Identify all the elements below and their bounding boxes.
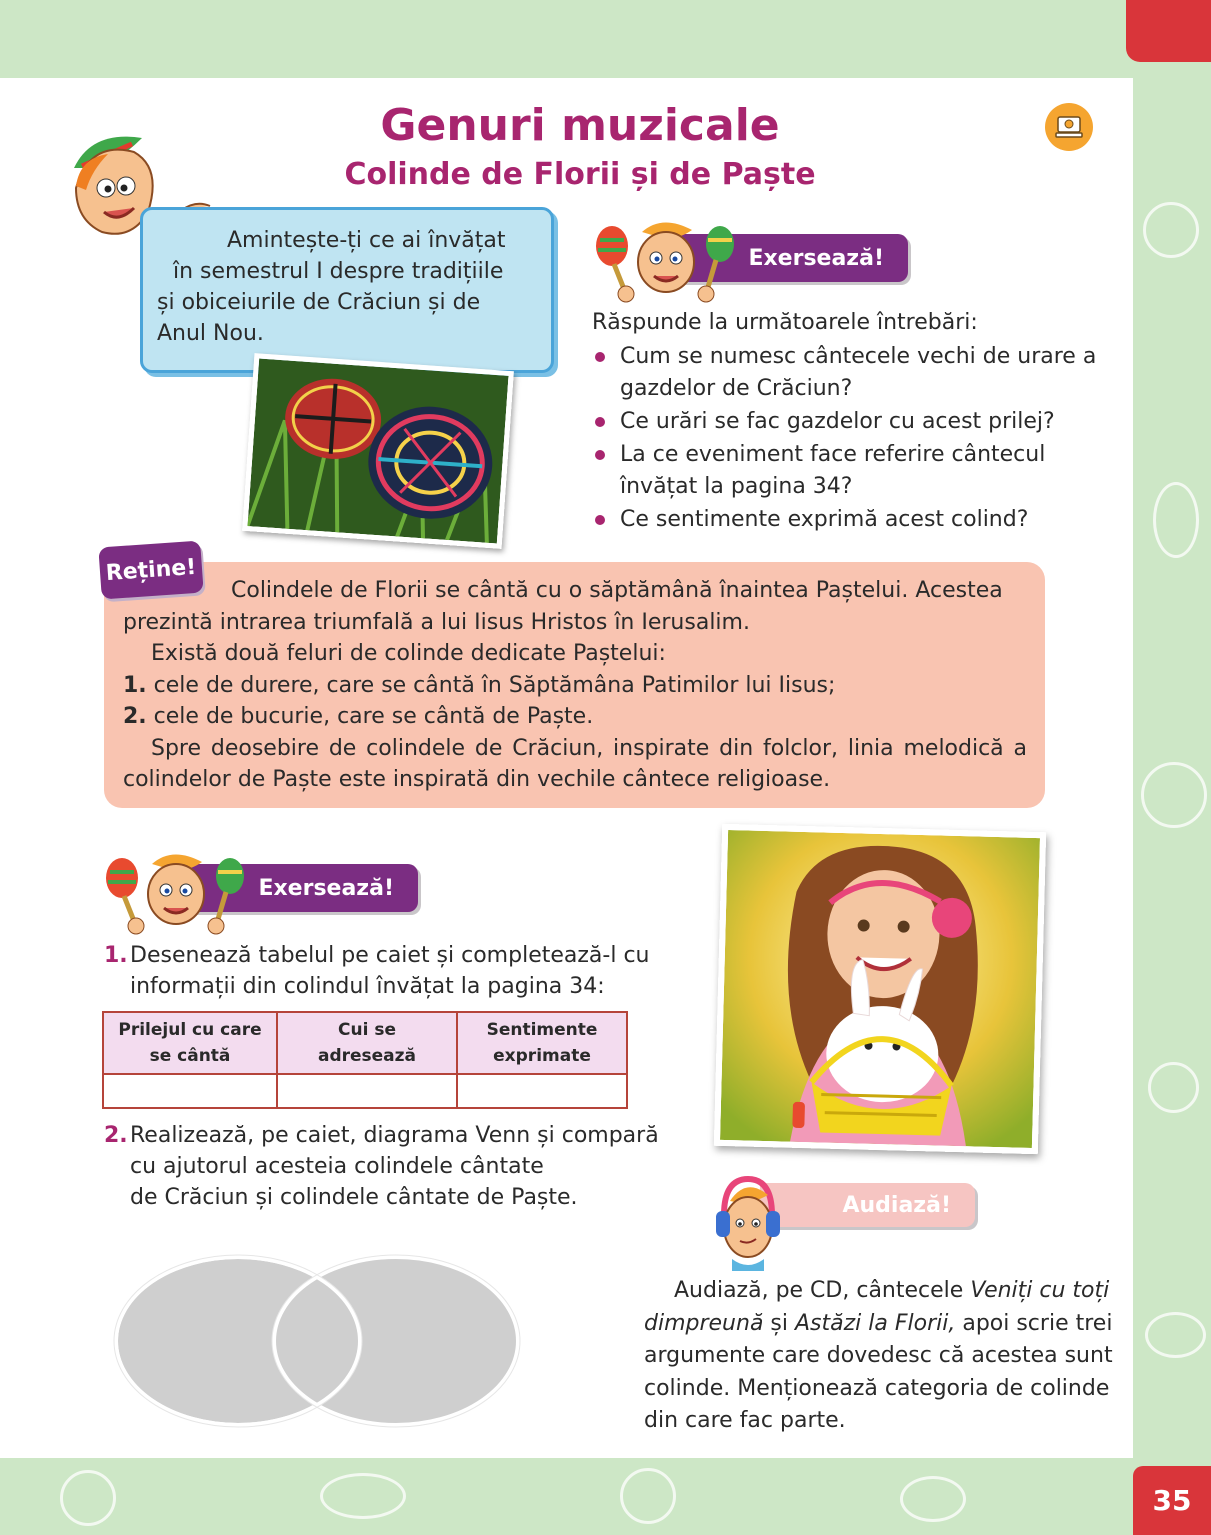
table-cell xyxy=(277,1074,457,1108)
retine-tag: Reține! xyxy=(98,541,203,600)
question-item: Cum se numesc cântecele vechi de urare a gazdelor de Crăciun? xyxy=(592,341,1102,405)
table-cell xyxy=(103,1074,277,1108)
page-title: Genuri muzicale xyxy=(380,100,780,151)
question-item: Ce urări se fac gazdelor cu acest prilej? xyxy=(592,406,1102,438)
retine-list-item: 2. cele de bucurie, care se cântă de Paște. xyxy=(123,704,594,729)
retine-paragraph: Există două feluri de colinde dedicate Paștelui: xyxy=(151,641,666,666)
question-item: Ce sentimente exprimă acest colind? xyxy=(592,504,1102,536)
girl-with-bunny-photo xyxy=(714,824,1046,1154)
retine-text xyxy=(123,575,1027,796)
table-header-cell: Prilejul cu care se cântă xyxy=(103,1012,277,1074)
retine-paragraph: Colindele de Florii se cântă cu o săptămână înaintea Paștelui. Acestea prezintă intrarea triumfală a lui Iisus Hristos în Ierusalim. xyxy=(123,578,1003,635)
song-title: Veniți cu toți dimpreună xyxy=(644,1278,1110,1336)
listen-instructions: Audiază, pe CD, cântecele Veniți cu toți dimpreună și Astăzi la Florii, apoi scrie trei argumente care dovedesc că acestea sunt colinde. Menționează categoria de colinde din care fac parte. xyxy=(644,1278,1113,1433)
decorative-side-strip xyxy=(1133,62,1211,1535)
song-title: Astăzi la Florii, xyxy=(794,1310,956,1336)
page-subtitle: Colinde de Florii și de Paște xyxy=(344,157,816,192)
task-1: 1. Desenează tabelul pe caiet și completează-l cu informații din colindul învățat la pagina 34: xyxy=(104,943,650,999)
page-number: 35 xyxy=(1133,1466,1211,1535)
task-2: 2. Realizează, pe caiet, diagrama Venn și compară cu ajutorul acesteia colindele cântate de Crăciun și colindele cântate de Paște. xyxy=(104,1123,659,1210)
info-table xyxy=(102,1011,628,1109)
table-cell xyxy=(457,1074,627,1108)
retine-list-item: 1. cele de durere, care se cântă în Săptămâna Patimilor lui Iisus; xyxy=(123,672,836,698)
retine-paragraph: Spre deosebire de colindele de Crăciun, inspirate din folclor, linia melodică a colindelor de Paște este inspirată din vechile cântece religioase. xyxy=(123,735,1027,792)
top-right-tab xyxy=(1126,0,1211,62)
question-item: La ce eveniment face referire cântecul învățat la pagina 34? xyxy=(592,439,1102,503)
decorative-bottom-strip xyxy=(0,1458,1133,1535)
reminder-text: Amintește-ți ce ai învățat în semestrul I despre tradițiile și obiceiurile de Crăciun și de Anul Nou. xyxy=(157,228,506,346)
easter-eggs-photo xyxy=(242,353,514,549)
table-header-cell: Cui se adresează xyxy=(277,1012,457,1074)
table-header-row xyxy=(103,1012,627,1074)
cd-icon xyxy=(1045,103,1093,151)
questions-list xyxy=(592,341,1102,537)
maracas-child-mascot xyxy=(592,218,742,312)
exercise-banner-2: Exersează! xyxy=(190,864,418,912)
exercise-banner-1: Exersează! xyxy=(680,234,908,282)
headphones-child-mascot xyxy=(710,1175,782,1275)
maracas-child-mascot xyxy=(102,850,252,944)
table-header-cell: Sentimente exprimate xyxy=(457,1012,627,1074)
questions-intro: Răspunde la următoarele întrebări: xyxy=(592,310,978,335)
venn-diagram xyxy=(113,1253,523,1437)
table-row xyxy=(103,1074,627,1108)
listen-banner: Audiază! xyxy=(760,1183,975,1227)
